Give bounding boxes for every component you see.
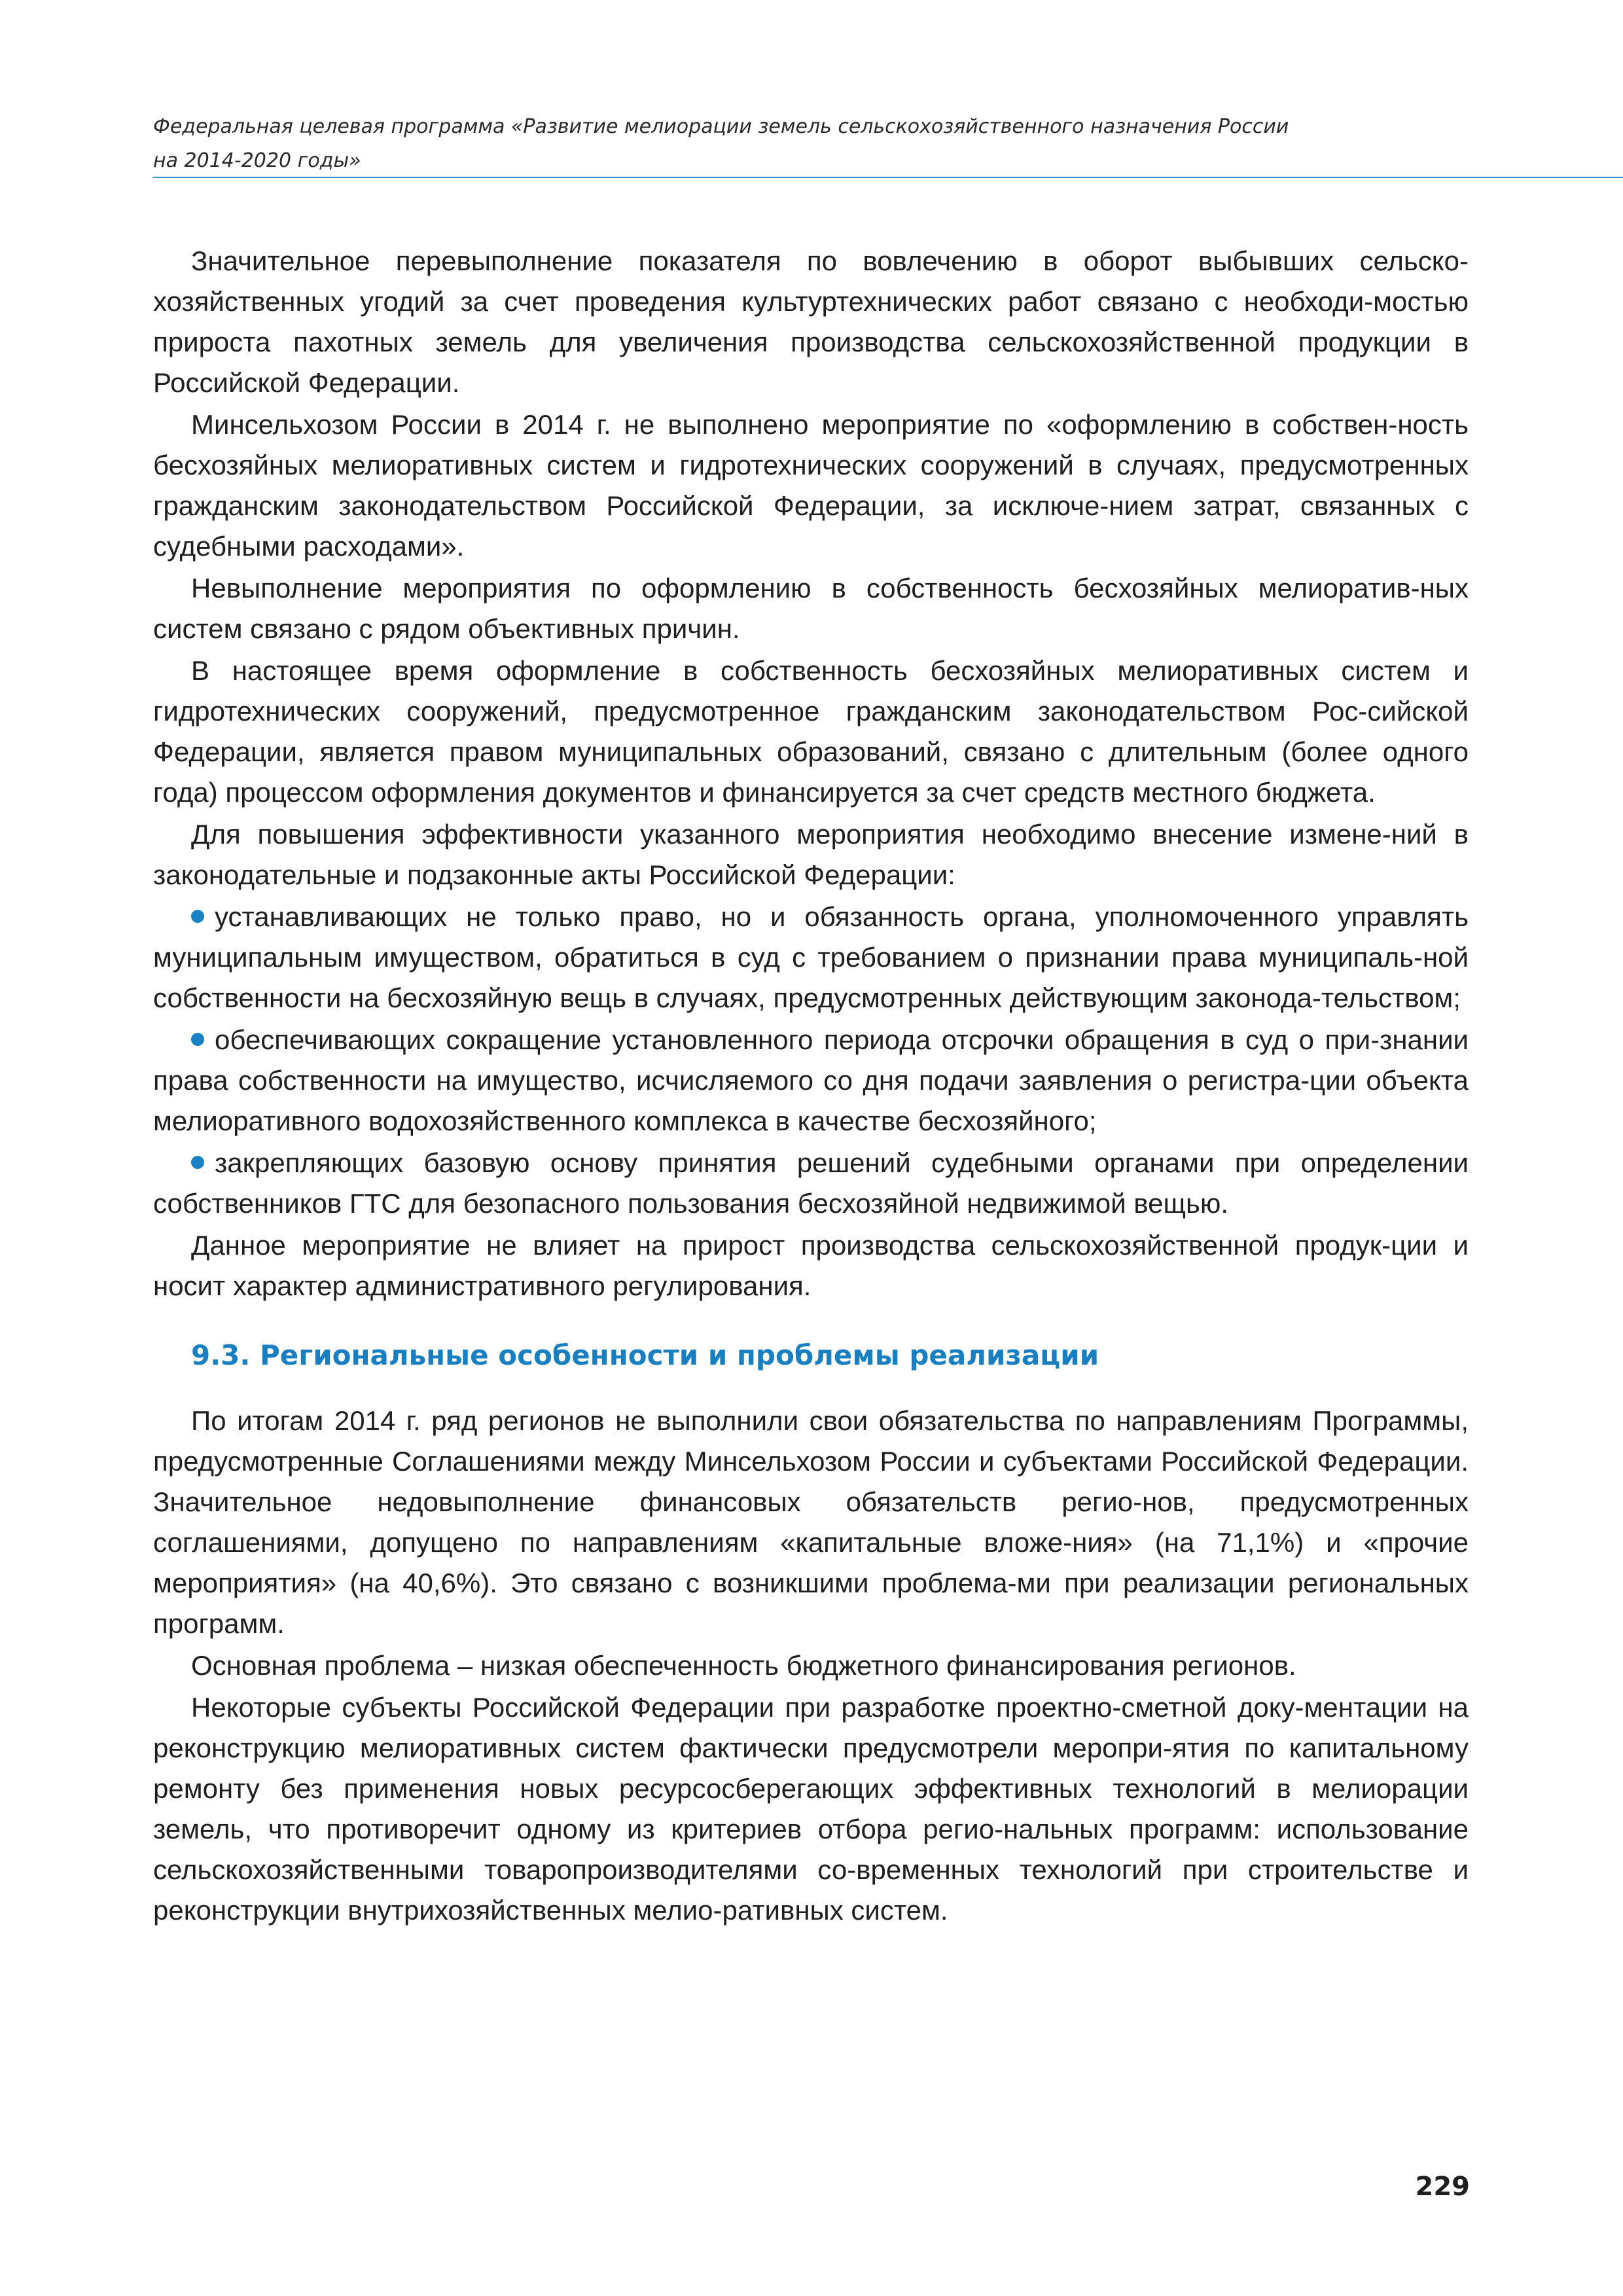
page-body <box>153 241 1469 1931</box>
bullet-text: устанавливающих не только право, но и обязанность органа, уполномоченного управлять муниципальным имуществом, обратиться в суд с требованием о признании права муниципаль-ной собственности на бесхозяйную вещь в случаях, предусмотренных действующим законода-тельством; <box>153 901 1469 1013</box>
bullet-item <box>153 897 1469 1018</box>
section-heading: 9.3. Региональные особенности и проблемы реализации <box>191 1339 1099 1371</box>
paragraph: Для повышения эффективности указанного мероприятия необходимо внесение измене-ний в законодательные и подзаконные акты Российской Федерации: <box>153 819 1469 890</box>
header-divider <box>153 177 1623 178</box>
paragraph: Невыполнение мероприятия по оформлению в собственность бесхозяйных мелиоратив-ных систем связано с рядом объективных причин. <box>153 573 1469 644</box>
page-number: 229 <box>1415 2172 1470 2202</box>
paragraph: Некоторые субъекты Российской Федерации при разработке проектно-сметной доку-ментации на реконструкцию мелиоративных систем фактически предусмотрели меропри-ятия по капитальному ремонту без применения новых ресурсосберегающих эффективных технологий в мелиорации земель, что противоречит одному из критериев отбора регио-нальных программ: использование сельскохозяйственными товаропроизводителями со-временных технологий при строительстве и реконструкции внутрихозяйственных мелио-ративных систем. <box>153 1692 1469 1926</box>
paragraph: По итогам 2014 г. ряд регионов не выполнили свои обязательства по направлениям Программы, предусмотренные Соглашениями между Минсельхозом России и субъектами Российской Федерации. Значительное недовыполнение финансовых обязательств регио-нов, предусмотренных соглашениями, допущено по направлениям «капитальные вложе-ния» (на 71,1%) и «прочие мероприятия» (на 40,6%). Это связано с возникшими проблема-ми при реализации региональных программ. <box>153 1405 1469 1639</box>
running-header-line-1: Федеральная целевая программа «Развитие мелиорации земель сельскохозяйственного назначения России <box>153 115 1289 138</box>
running-header <box>153 110 1469 178</box>
bullet-dot-icon <box>191 1156 204 1169</box>
running-header-line-2: на 2014-2020 годы» <box>153 149 361 172</box>
bullet-dot-icon <box>191 910 204 923</box>
paragraph: Минсельхозом России в 2014 г. не выполнено мероприятие по «оформлению в собствен-ность бесхозяйных мелиоративных систем и гидротехнических сооружений в случаях, предусмотренных гражданским законодательством Российской Федерации, за исключе-нием затрат, связанных с судебными расходами». <box>153 409 1469 562</box>
bullet-item <box>153 1020 1469 1141</box>
paragraph: Данное мероприятие не влияет на прирост производства сельскохозяйственной продук-ции и носит характер административного регулирования. <box>153 1230 1469 1301</box>
bullet-text: закрепляющих базовую основу принятия решений судебными органами при определении собственников ГТС для безопасного пользования бесхозяйной недвижимой вещью. <box>153 1147 1469 1219</box>
bullet-text: обеспечивающих сокращение установленного периода отсрочки обращения в суд о при-знании права собственности на имущество, исчисляемого со дня подачи заявления о регистра-ции объекта мелиоративного водохозяйственного комплекса в качестве бесхозяйного; <box>153 1024 1469 1136</box>
paragraph: Основная проблема – низкая обеспеченность бюджетного финансирования регионов. <box>191 1650 1296 1681</box>
paragraph: Значительное перевыполнение показателя по вовлечению в оборот выбывших сельско-хозяйственных угодий за счет проведения культуртехнических работ связано с необходи-мостью прироста пахотных земель для увеличения производства сельскохозяйственной продукции в Российской Федерации. <box>153 245 1469 398</box>
bullet-item <box>153 1143 1469 1224</box>
paragraph: В настоящее время оформление в собственность бесхозяйных мелиоративных систем и гидротехнических сооружений, предусмотренное гражданским законодательством Рос-сийской Федерации, является правом муниципальных образований, связано с длительным (более одного года) процессом оформления документов и финансируется за счет средств местного бюджета. <box>153 655 1469 808</box>
bullet-dot-icon <box>191 1033 204 1046</box>
